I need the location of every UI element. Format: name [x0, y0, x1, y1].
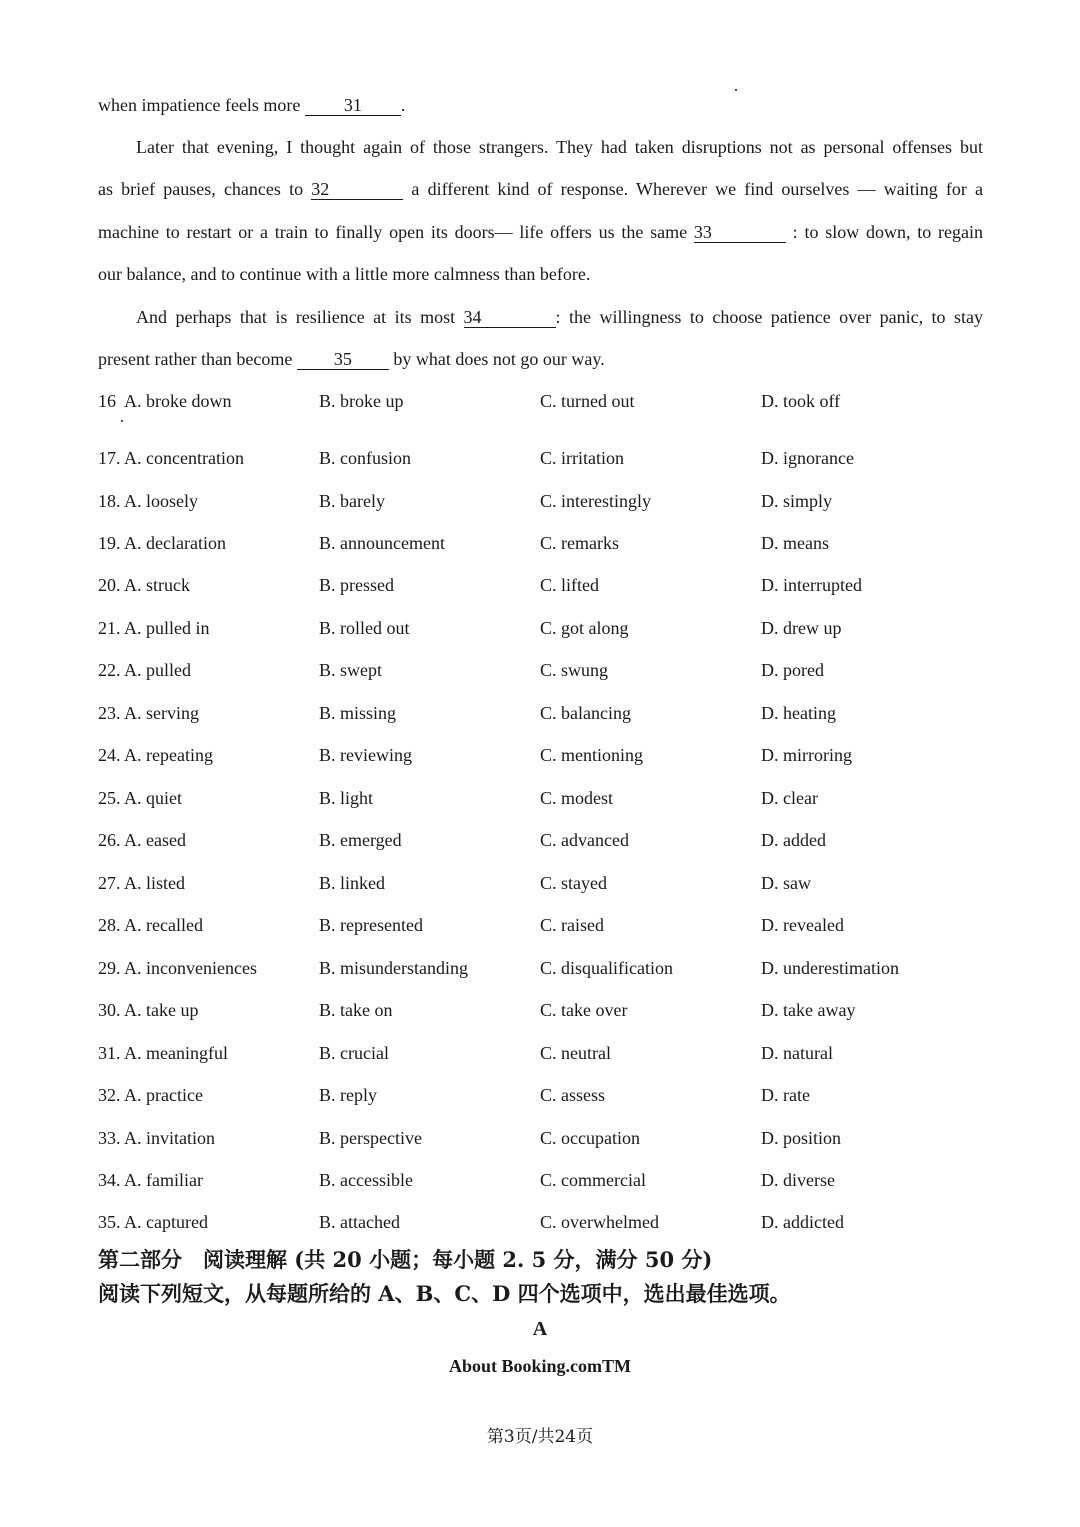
- option-row-33: [98, 1126, 983, 1150]
- option-b: B. represented: [319, 915, 423, 935]
- option-b: B. take on: [319, 1000, 393, 1020]
- option-d: D. clear: [761, 788, 818, 808]
- option-c: C. assess: [540, 1085, 606, 1105]
- option-b: B. broke up: [319, 391, 404, 411]
- section-title: 第二部分 阅读理解 (共 20 小题；每小题 2. 5 分，满分 50 分): [98, 1247, 713, 1272]
- option-b: B. reply: [319, 1085, 377, 1105]
- option-a: 34. A. familiar: [98, 1170, 203, 1190]
- option-d: D. heating: [761, 703, 836, 723]
- passage-line-2: [98, 135, 983, 159]
- blank-35: 35: [297, 349, 389, 370]
- option-a: 29. A. inconveniences: [98, 958, 257, 978]
- passage-text: present rather than become: [98, 349, 293, 369]
- option-a: 26. A. eased: [98, 830, 186, 850]
- passage-text: our balance, and to continue with a little more calmness than before.: [98, 264, 591, 284]
- option-a: 24. A. repeating: [98, 745, 213, 765]
- option-a: 21. A. pulled in: [98, 618, 210, 638]
- blank-32: 32: [311, 179, 403, 200]
- passage-text: when impatience feels more: [98, 95, 301, 115]
- option-d: D. addicted: [761, 1212, 844, 1232]
- option-a: 22. A. pulled: [98, 660, 192, 680]
- option-a: 27. A. listed: [98, 873, 186, 893]
- option-b: B. linked: [319, 873, 385, 893]
- option-d: D. took off: [761, 391, 841, 411]
- option-d: D. rate: [761, 1085, 810, 1105]
- option-d: D. position: [761, 1128, 842, 1148]
- passage-letter: A: [532, 1318, 548, 1340]
- option-a: 33. A. invitation: [98, 1128, 216, 1148]
- option-row-35: [98, 1210, 983, 1234]
- option-c: C. modest: [540, 788, 614, 808]
- option-c: C. interestingly: [540, 491, 651, 511]
- passage-text: a different kind of response. Wherever we find ourselves — waiting for a: [411, 179, 984, 199]
- option-a: 16 A. broke down: [98, 391, 232, 411]
- passage-line-7: [98, 347, 983, 371]
- passage-text: : to slow down, to regain: [792, 222, 984, 242]
- option-c: C. remarks: [540, 533, 619, 553]
- blank-31: 31: [305, 95, 401, 116]
- option-a: 23. A. serving: [98, 703, 200, 723]
- option-d: D. ignorance: [761, 448, 854, 468]
- passage-line-6: [98, 305, 983, 329]
- option-b: B. missing: [319, 703, 397, 723]
- option-d: D. natural: [761, 1043, 833, 1063]
- option-c: C. occupation: [540, 1128, 640, 1148]
- option-row-30: [98, 998, 983, 1022]
- option-b: B. emerged: [319, 830, 402, 850]
- option-c: C. neutral: [540, 1043, 611, 1063]
- option-a: 35. A. captured: [98, 1212, 208, 1232]
- option-a: 20. A. struck: [98, 575, 191, 595]
- scan-speck: [121, 420, 123, 422]
- option-d: D. pored: [761, 660, 824, 680]
- option-a: 30. A. take up: [98, 1000, 199, 1020]
- option-b: B. rolled out: [319, 618, 410, 638]
- option-c: C. lifted: [540, 575, 599, 595]
- option-b: B. announcement: [319, 533, 445, 553]
- passage-title: About Booking.comTM: [448, 1356, 632, 1376]
- option-row-31: [98, 1041, 983, 1065]
- option-c: C. got along: [540, 618, 629, 638]
- option-b: B. pressed: [319, 575, 394, 595]
- option-row-20: [98, 573, 983, 597]
- option-d: D. interrupted: [761, 575, 862, 595]
- option-d: D. added: [761, 830, 826, 850]
- option-row-22: [98, 658, 983, 682]
- option-c: C. advanced: [540, 830, 629, 850]
- option-row-29: [98, 956, 983, 980]
- passage-text: : the willingness to choose patience over panic, to stay: [555, 307, 983, 327]
- passage-line-5: [98, 262, 983, 286]
- option-row-32: [98, 1083, 983, 1107]
- option-d: D. take away: [761, 1000, 856, 1020]
- passage-line-1: [98, 93, 983, 117]
- option-row-16: [98, 389, 983, 413]
- option-c: C. balancing: [540, 703, 631, 723]
- option-b: B. confusion: [319, 448, 411, 468]
- option-b: B. light: [319, 788, 374, 808]
- option-d: D. mirroring: [761, 745, 852, 765]
- option-d: D. simply: [761, 491, 833, 511]
- option-d: D. revealed: [761, 915, 844, 935]
- option-c: C. commercial: [540, 1170, 646, 1190]
- passage-line-3: [98, 177, 983, 201]
- option-row-17: [98, 446, 983, 470]
- option-c: C. turned out: [540, 391, 635, 411]
- option-d: D. drew up: [761, 618, 842, 638]
- option-b: B. swept: [319, 660, 382, 680]
- option-a: 19. A. declaration: [98, 533, 226, 553]
- passage-text: .: [400, 95, 406, 115]
- option-b: B. attached: [319, 1212, 400, 1232]
- option-c: C. raised: [540, 915, 604, 935]
- option-row-19: [98, 531, 983, 555]
- option-c: C. stayed: [540, 873, 607, 893]
- option-a: 17. A. concentration: [98, 448, 244, 468]
- option-b: B. reviewing: [319, 745, 412, 765]
- blank-33: 33: [694, 222, 786, 243]
- option-a: 32. A. practice: [98, 1085, 203, 1105]
- option-row-27: [98, 871, 983, 895]
- passage-line-4: [98, 220, 983, 244]
- page-number: 第3页/共24页: [486, 1427, 594, 1447]
- option-b: B. accessible: [319, 1170, 413, 1190]
- option-b: B. misunderstanding: [319, 958, 468, 978]
- option-d: D. underestimation: [761, 958, 899, 978]
- section-instruction: 阅读下列短文，从每题所给的 A、B、C、D 四个选项中，选出最佳选项。: [98, 1281, 791, 1306]
- blank-34: 34: [464, 307, 556, 328]
- option-d: D. saw: [761, 873, 811, 893]
- option-c: C. take over: [540, 1000, 628, 1020]
- option-row-24: [98, 743, 983, 767]
- option-d: D. means: [761, 533, 829, 553]
- scan-speck: [735, 89, 737, 91]
- option-row-26: [98, 828, 983, 852]
- option-row-25: [98, 786, 983, 810]
- option-a: 28. A. recalled: [98, 915, 203, 935]
- option-b: B. barely: [319, 491, 385, 511]
- option-c: C. swung: [540, 660, 609, 680]
- option-c: C. disqualification: [540, 958, 673, 978]
- passage-text: as brief pauses, chances to: [98, 179, 304, 199]
- option-row-21: [98, 616, 983, 640]
- option-row-28: [98, 913, 983, 937]
- option-c: C. overwhelmed: [540, 1212, 659, 1232]
- option-c: C. mentioning: [540, 745, 643, 765]
- option-b: B. crucial: [319, 1043, 389, 1063]
- passage-text: And perhaps that is resilience at its most: [136, 307, 456, 327]
- option-row-18: [98, 489, 983, 513]
- option-d: D. diverse: [761, 1170, 835, 1190]
- option-row-23: [98, 701, 983, 725]
- passage-text: by what does not go our way.: [393, 349, 605, 369]
- passage-text: Later that evening, I thought again of those strangers. They had taken disruptions not as personal offenses but: [136, 137, 983, 157]
- option-a: 18. A. loosely: [98, 491, 199, 511]
- passage-text: machine to restart or a train to finally open its doors— life offers us the same: [98, 222, 688, 242]
- option-b: B. perspective: [319, 1128, 422, 1148]
- option-a: 25. A. quiet: [98, 788, 183, 808]
- option-a: 31. A. meaningful: [98, 1043, 228, 1063]
- option-c: C. irritation: [540, 448, 624, 468]
- option-row-34: [98, 1168, 983, 1192]
